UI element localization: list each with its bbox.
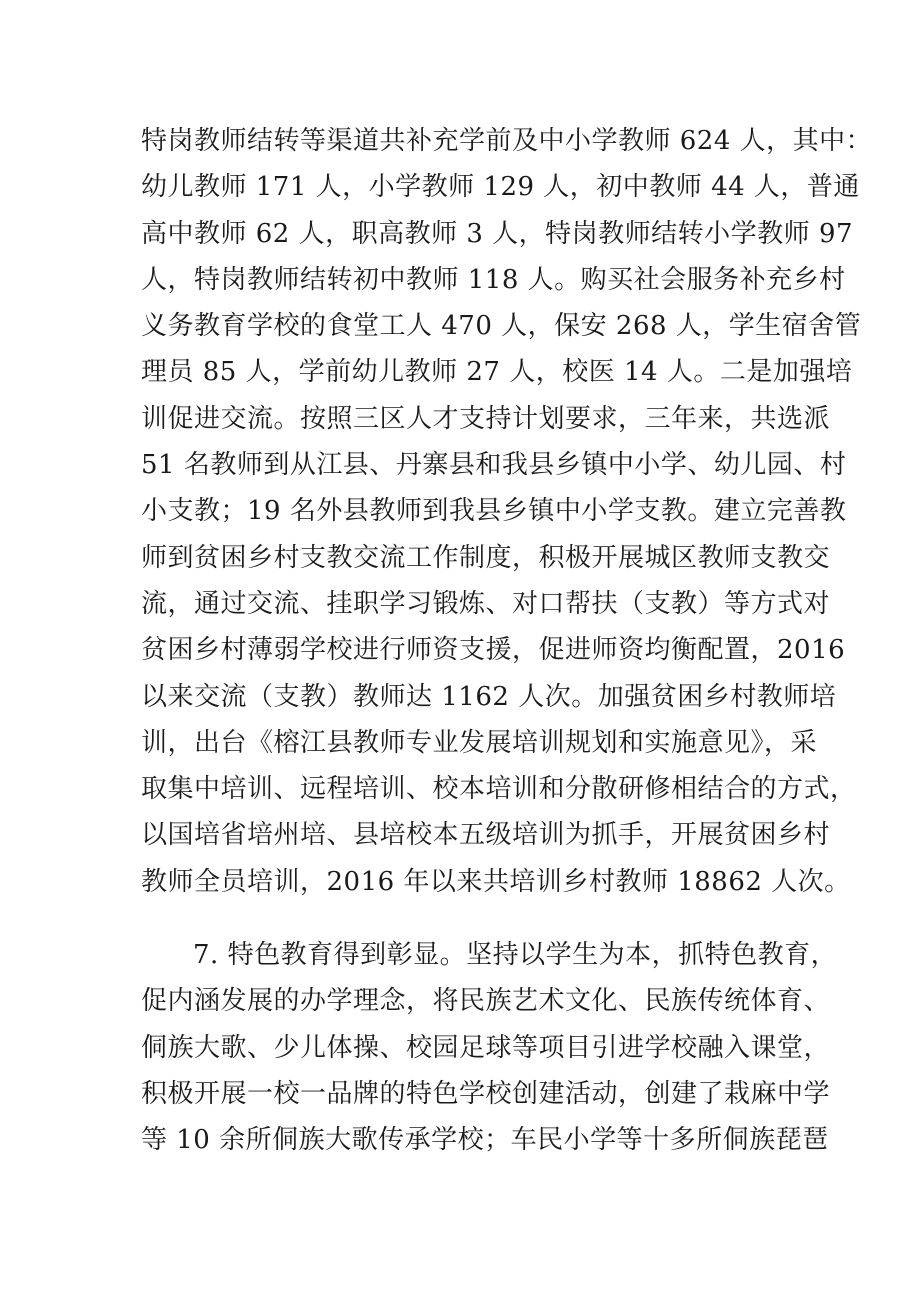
text-line: 积极开展一校一品牌的特色学校创建活动，创建了栽麻中学 — [141, 1078, 831, 1109]
text-line: 51 名教师到从江县、丹寨县和我县乡镇中小学、幼儿园、村 — [141, 450, 847, 481]
text-line: 人，特岗教师结转初中教师 118 人。购买社会服务补充乡村 — [141, 264, 846, 295]
text-line: 教师全员培训，2016 年以来共培训乡村教师 18862 人次。 — [141, 866, 851, 897]
text-line: 训，出台《榕江县教师专业发展培训规划和实施意见》，采 — [141, 727, 818, 758]
text-line: 理员 85 人，学前幼儿教师 27 人，校医 14 人。二是加强培 — [141, 357, 853, 388]
text-line: 取集中培训、远程培训、校本培训和分散研修相结合的方式， — [141, 774, 857, 805]
text-line: 义务教育学校的食堂工人 470 人，保安 268 人，学生宿舍管 — [141, 311, 862, 342]
text-line: 流，通过交流、挂职学习锻炼、对口帮扶（支教）等方式对 — [141, 588, 831, 619]
text-line: 以国培省培州培、县培校本五级培训为抓手，开展贫困乡村 — [141, 820, 831, 851]
text-line: 特岗教师结转等渠道共补充学前及中小学教师 624 人，其中： — [141, 126, 873, 156]
paragraph-special-education — [141, 932, 838, 1163]
paragraph-teachers — [141, 118, 873, 905]
text-line: 训促进交流。按照三区人才支持计划要求，三年来，共选派 — [141, 403, 831, 434]
text-line: 师到贫困乡村支教交流工作制度，积极开展城区教师支教交 — [141, 542, 831, 573]
text-line: 以来交流（支教）教师达 1162 人次。加强贫困乡村教师培 — [141, 681, 837, 712]
text-line: 幼儿教师 171 人，小学教师 129 人，初中教师 44 人，普通 — [141, 172, 860, 203]
text-line: 小支教；19 名外县教师到我县乡镇中小学支教。建立完善教 — [141, 496, 847, 527]
text-line: 侗族大歌、少儿体操、校园足球等项目引进学校融入课堂， — [141, 1032, 831, 1063]
text-line: 等 10 余所侗族大歌传承学校；车民小学等十多所侗族琵琶 — [141, 1125, 829, 1156]
text-line: 贫困乡村薄弱学校进行师资支援，促进师资均衡配置，2016 — [141, 635, 846, 666]
text-line-indented: 7. 特色教育得到彰显。坚持以学生为本，抓特色教育， — [193, 940, 838, 970]
text-line: 促内涵发展的办学理念，将民族艺术文化、民族传统体育、 — [141, 986, 831, 1017]
text-line: 高中教师 62 人，职高教师 3 人，特岗教师结转小学教师 97 — [141, 218, 854, 249]
